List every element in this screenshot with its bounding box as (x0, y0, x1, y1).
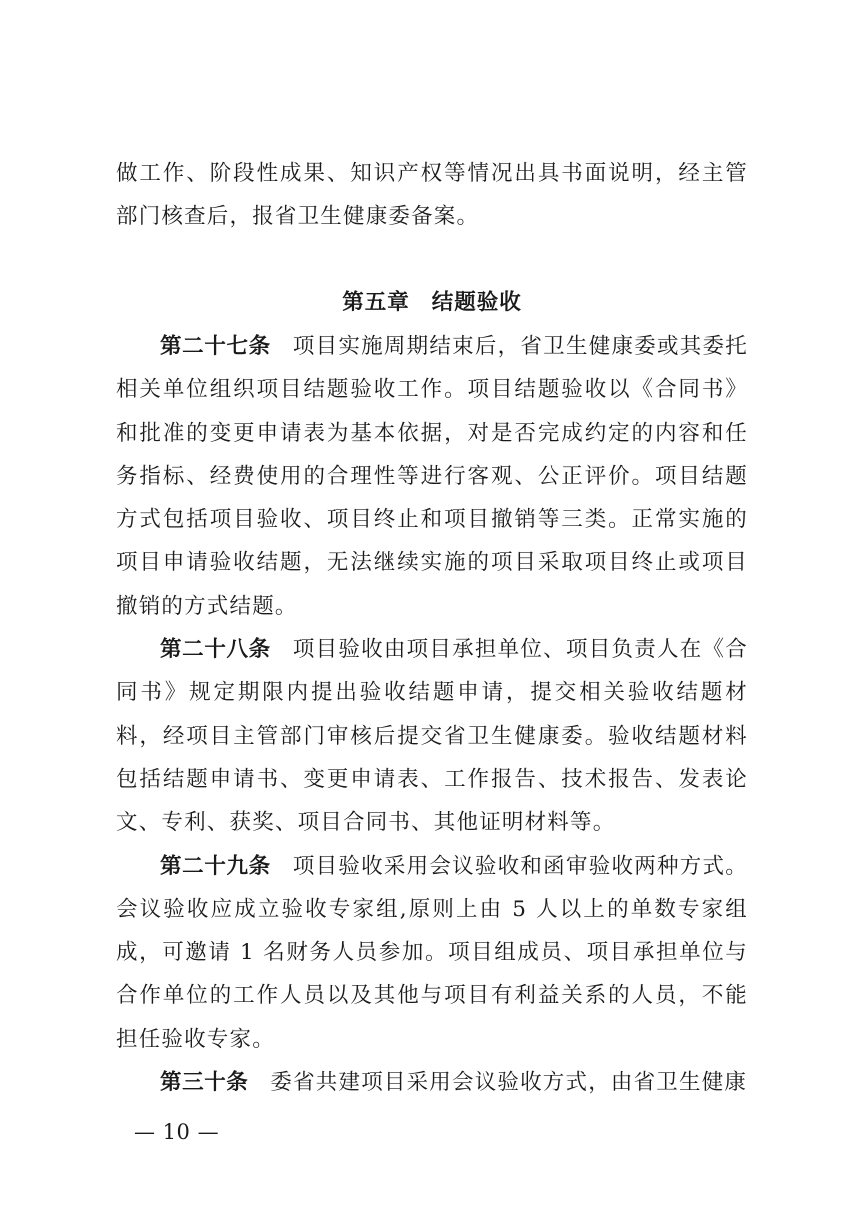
article-text: 项目验收采用会议验收和函审验收两种方式。会议验收应成立验收专家组,原则上由 5 人以上的单数专家组成，可邀请 1 名财务人员参加。项目组成员、项目承担单位与合作单位的工作人员以及其他与项目有利益关系的人员，不能担任验收专家。 (116, 853, 748, 1052)
article-29 (116, 845, 748, 1061)
article-number: 第二十八条 (160, 637, 271, 663)
chapter-number: 第五章 (342, 290, 410, 315)
article-28 (116, 628, 748, 844)
articles-body (116, 325, 748, 1104)
article-number: 第二十九条 (160, 853, 271, 879)
article-text: 项目实施周期结束后，省卫生健康委或其委托相关单位组织项目结题验收工作。项目结题验收以《合同书》和批准的变更申请表为基本依据，对是否完成约定的内容和任务指标、经费使用的合理性等进行客观、公正评价。项目结题方式包括项目验收、项目终止和项目撤销等三类。正常实施的项目申请验收结题，无法继续实施的项目采取项目终止或项目撤销的方式结题。 (116, 334, 748, 619)
article-27 (116, 325, 748, 628)
intro-paragraph (116, 152, 748, 239)
page-number: — 10 — (134, 1120, 220, 1144)
article-text: 项目验收由项目承担单位、项目负责人在《合同书》规定期限内提出验收结题申请，提交相关验收结题材料，经项目主管部门审核后提交省卫生健康委。验收结题材料包括结题申请书、变更申请表、工作报告、技术报告、发表论文、专利、获奖、项目合同书、其他证明材料等。 (116, 637, 748, 836)
intro-text: 做工作、阶段性成果、知识产权等情况出具书面说明，经主管部门核查后，报省卫生健康委备案。 (116, 161, 748, 230)
article-number: 第三十条 (160, 1070, 249, 1096)
article-text: 委省共建项目采用会议验收方式，由省卫生健康 (270, 1070, 748, 1096)
article-30 (116, 1061, 748, 1104)
chapter-heading (116, 281, 748, 324)
chapter-title: 结题验收 (431, 290, 522, 315)
article-number: 第二十七条 (160, 334, 271, 359)
